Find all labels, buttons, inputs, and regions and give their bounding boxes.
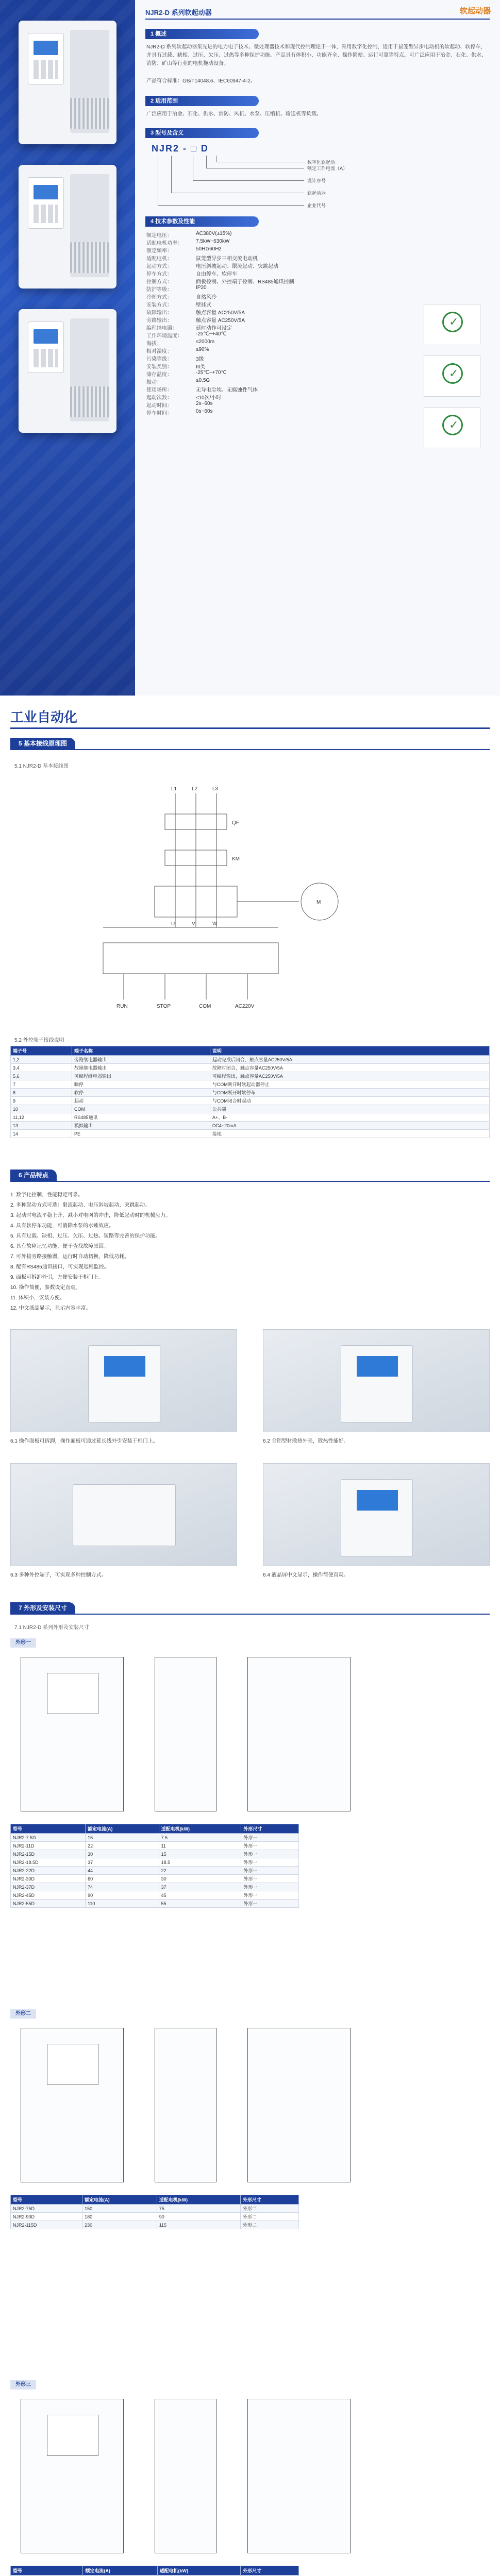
spec-key: 防护等级： xyxy=(146,287,172,293)
table-row xyxy=(11,1834,299,1842)
features-list xyxy=(10,1190,490,1314)
table-cell: 5,6 xyxy=(11,1072,72,1080)
table-cell: 11 xyxy=(159,1842,241,1850)
dims-table xyxy=(10,2195,299,2229)
feature-item: 3. 起动时电流平稳上升，减小对电网的冲击，降低起动时的机械应力。 xyxy=(10,1213,171,1218)
table-header: 额定电流(A) xyxy=(86,1824,159,1834)
table-cell: 110 xyxy=(86,1900,159,1908)
table-header: 型号 xyxy=(11,1824,86,1834)
wiring-label: RUN xyxy=(116,1004,128,1009)
table-cell: 外形一 xyxy=(241,1875,299,1883)
table-cell: 旁路继电器输出 xyxy=(72,1056,210,1064)
product-photo-4 xyxy=(263,1463,490,1566)
spec-value: 0s~60s xyxy=(196,409,213,414)
spec-row xyxy=(146,246,487,254)
table-cell: PE xyxy=(72,1130,210,1138)
table-row xyxy=(11,1883,299,1891)
table-row xyxy=(11,1056,490,1064)
features-heading: 6 产品特点 xyxy=(10,1170,57,1181)
dims-table xyxy=(10,1824,299,1908)
table-row xyxy=(11,1072,490,1080)
spec-key: 起动时间： xyxy=(146,403,172,409)
spec-value: 3级 xyxy=(196,357,204,362)
table-cell: 外形二 xyxy=(240,2213,298,2221)
table-header-row xyxy=(11,2195,299,2205)
table-cell: NJR2-55D xyxy=(11,1900,86,1908)
wiring-caption: 5.1 NJR2-D 基本接线图 xyxy=(14,764,69,769)
spec-value: -25℃~+40℃ xyxy=(196,331,227,337)
intro-text: NJR2-D 系列软起动器集先进的电力电子技术、微处理器技术和现代控制理论于一体，采用数字化控制，适用于鼠笼型异步电动机的软起动、软停车，并具有过载、缺相、过压、欠压、过热等多种保护功能。产品具有体积小、功能齐全、操作简便、运行可靠等特点，可广泛应用于冶金、石化、供水、消防、矿山等行业的电机拖动设备。 xyxy=(146,44,487,66)
spec-value: 自然风冷 xyxy=(196,295,216,300)
spec-row xyxy=(146,269,487,277)
spec-value: 无导电尘埃、无腐蚀性气体 xyxy=(196,387,258,393)
brand-tag: 软起动器 xyxy=(459,7,491,15)
feature-item: 9. 面板可拆卸外引，方便安装于柜门上。 xyxy=(10,1275,104,1280)
table-cell: 起动 xyxy=(72,1097,210,1105)
spec-key: 故障输出： xyxy=(146,310,172,316)
wiring-section-bar xyxy=(10,738,490,750)
feature-item: 10. 操作简便，参数设定直观。 xyxy=(10,1285,81,1291)
table-cell: 瞬停 xyxy=(72,1080,210,1089)
spec-row xyxy=(146,293,487,300)
feature-item: 1. 数字化控制，性能稳定可靠。 xyxy=(10,1192,84,1198)
table-cell: 10 xyxy=(11,1105,72,1113)
table-cell: NJR2-90D xyxy=(11,2213,82,2221)
table-cell: NJR2-7.5D xyxy=(11,1834,86,1842)
spec-key: 工作环境温度： xyxy=(146,333,182,339)
model-diagram xyxy=(146,143,487,210)
side-view-drawing xyxy=(155,1657,216,1811)
table-cell: 外形一 xyxy=(241,1900,299,1908)
spec-key: 旁路输出： xyxy=(146,318,172,324)
feature-item: 11. 体积小，安装方便。 xyxy=(10,1295,65,1301)
features-section-bar xyxy=(10,1170,490,1182)
table-cell: 外形一 xyxy=(241,1842,299,1850)
model-label: 数字化软起动 xyxy=(307,160,336,165)
spec-value: 延时动作可设定 xyxy=(196,326,232,331)
table-cell: NJR2-75D xyxy=(11,2205,82,2213)
check-seal-icon xyxy=(442,363,463,384)
table-cell: 外形二 xyxy=(240,2205,298,2213)
table-header: 型号 xyxy=(11,2195,82,2205)
table-row xyxy=(11,1097,490,1105)
table-cell: 22 xyxy=(86,1842,159,1850)
table-cell: 14 xyxy=(11,1130,72,1138)
product-image-3 xyxy=(19,309,116,433)
spec-key: 储存温度： xyxy=(146,372,172,378)
spec-value: 电压斜坡起动、限流起动、突跳起动 xyxy=(196,264,278,269)
mounting-view-drawing xyxy=(247,1657,351,1811)
intro-standard: 产品符合标准：GB/T14048.6、IEC60947-4-2。 xyxy=(146,78,256,84)
table-cell: 起动完成后闭合，触点容量AC250V/5A xyxy=(210,1056,489,1064)
table-cell: 30 xyxy=(86,1850,159,1858)
table-cell: 15 xyxy=(86,1834,159,1842)
table-cell: 90 xyxy=(157,2213,240,2221)
table-row xyxy=(11,1122,490,1130)
table-row xyxy=(11,1089,490,1097)
spec-value: 自由停车、软停车 xyxy=(196,272,237,277)
table-cell: NJR2-11D xyxy=(11,1842,86,1850)
table-cell: 外形一 xyxy=(241,1850,299,1858)
check-seal-icon xyxy=(442,415,463,435)
table-header: 外形尺寸 xyxy=(241,1824,299,1834)
spec-key: 海拔： xyxy=(146,341,162,347)
model-label: 软起动器 xyxy=(307,191,326,196)
industry-title: 工业自动化 xyxy=(10,709,78,725)
table-cell: 外形一 xyxy=(241,1891,299,1900)
table-cell: 7.5 xyxy=(159,1834,241,1842)
table-cell: 可编程输出，触点容量AC250V/5A xyxy=(210,1072,489,1080)
wiring-label: COM xyxy=(199,1004,211,1009)
table-cell: 外形一 xyxy=(241,1867,299,1875)
spec-key: 适配电机功率： xyxy=(146,241,182,246)
table-row xyxy=(11,1867,299,1875)
table-cell: A+、B- xyxy=(210,1113,489,1122)
model-label: 企业代号 xyxy=(307,203,326,208)
table-header: 外形尺寸 xyxy=(240,2195,298,2205)
spec-value: 2s~60s xyxy=(196,401,213,406)
front-view-drawing xyxy=(21,1657,124,1811)
table-header: 适配电机(kW) xyxy=(159,1824,241,1834)
table-cell: 11,12 xyxy=(11,1113,72,1122)
table-header: 型号 xyxy=(11,2566,83,2575)
wiring-heading: 5 基本接线原理图 xyxy=(10,738,75,749)
hero-content xyxy=(135,0,500,696)
table-cell: 115 xyxy=(157,2221,240,2229)
table-cell: 18.5 xyxy=(159,1858,241,1867)
certification-badge xyxy=(424,407,480,448)
table-row xyxy=(11,1130,490,1138)
table-cell: 75 xyxy=(157,2205,240,2213)
wiring-label: M xyxy=(316,900,321,905)
dim-title: 外形二 xyxy=(10,2009,36,2019)
series-title: NJR2-D 系列软起动器 xyxy=(145,9,212,16)
spec-key: 污染等级： xyxy=(146,357,172,362)
wiring-label: U xyxy=(171,921,175,927)
spec-key: 编程继电器： xyxy=(146,326,177,331)
table-cell: 外形一 xyxy=(241,1834,299,1842)
spec-key: 相对湿度： xyxy=(146,349,172,354)
terminal-caption: 5.2 外控端子接线说明 xyxy=(14,1038,64,1043)
table-cell: 180 xyxy=(82,2213,157,2221)
spec-key: 振动： xyxy=(146,380,162,385)
table-row xyxy=(11,1850,299,1858)
table-row xyxy=(11,1113,490,1122)
spec-row xyxy=(146,277,487,285)
side-view-drawing xyxy=(155,2399,216,2553)
product-photo-2 xyxy=(263,1329,490,1432)
table-cell: 74 xyxy=(86,1883,159,1891)
wiring-label: AC220V xyxy=(235,1004,255,1009)
table-cell: 外形一 xyxy=(241,1883,299,1891)
certification-badge xyxy=(424,304,480,345)
feature-item: 6. 具有故障记忆功能，便于查找故障原因。 xyxy=(10,1244,109,1249)
hero-visual xyxy=(0,0,135,696)
table-cell: 8 xyxy=(11,1089,72,1097)
terminal-table xyxy=(10,1046,490,1138)
usage-heading: 2 适用范围 xyxy=(145,96,259,106)
table-cell: NJR2-45D xyxy=(11,1891,86,1900)
table-cell: 3,4 xyxy=(11,1064,72,1072)
model-label: 设计序号 xyxy=(307,178,326,183)
table-cell: NJR2-18.5D xyxy=(11,1858,86,1867)
mounting-view-drawing xyxy=(247,2399,351,2553)
product-image-2 xyxy=(19,165,116,289)
dims-heading: 7 外形及安装尺寸 xyxy=(10,1602,75,1614)
dim-title: 外形一 xyxy=(10,1638,36,1648)
feature-item: 4. 具有软停车功能，可消除水泵的水锤效应。 xyxy=(10,1223,114,1229)
certification-badge xyxy=(424,355,480,397)
wiring-label: L3 xyxy=(212,786,219,792)
spec-value: 壁挂式 xyxy=(196,302,211,308)
spec-key: 安装方式： xyxy=(146,302,172,308)
table-header: 说明 xyxy=(210,1046,489,1056)
spec-row xyxy=(146,254,487,262)
table-cell: 37 xyxy=(159,1883,241,1891)
table-header: 适配电机(kW) xyxy=(157,2195,240,2205)
product-photo-3 xyxy=(10,1463,237,1566)
table-cell: 44 xyxy=(86,1867,159,1875)
table-cell: COM xyxy=(72,1105,210,1113)
table-row xyxy=(11,1875,299,1883)
table-header: 外形尺寸 xyxy=(241,2566,299,2575)
hero-section xyxy=(0,0,500,696)
spec-value: 50Hz/60Hz xyxy=(196,246,222,252)
table-cell: NJR2-15D xyxy=(11,1850,86,1858)
table-row xyxy=(11,1891,299,1900)
intro-heading: 1 概述 xyxy=(145,29,259,39)
table-row xyxy=(11,1080,490,1089)
table-cell: 故障时闭合，触点容量AC250V/5A xyxy=(210,1064,489,1072)
dims-caption: 7.1 NJR2-D 系列外形及安装尺寸 xyxy=(14,1625,90,1631)
table-cell: NJR2-30D xyxy=(11,1875,86,1883)
front-view-drawing xyxy=(21,2399,124,2553)
model-heading: 3 型号及含义 xyxy=(145,128,259,138)
specs-heading: 4 技术参数及性能 xyxy=(145,216,259,227)
check-seal-icon xyxy=(442,312,463,332)
table-cell: 230 xyxy=(82,2221,157,2229)
wiring-label: L2 xyxy=(192,786,198,792)
feature-item: 8. 配有RS485通讯接口，可实现远程监控。 xyxy=(10,1264,109,1270)
table-cell: 30 xyxy=(159,1875,241,1883)
spec-key: 使用场所： xyxy=(146,387,172,393)
wiring-diagram xyxy=(10,773,490,1030)
table-header-row xyxy=(11,1824,299,1834)
wiring-label: L1 xyxy=(171,786,177,792)
table-row xyxy=(11,2221,299,2229)
spec-row xyxy=(146,231,487,239)
table-header: 额定电流(A) xyxy=(82,2195,157,2205)
spec-row xyxy=(146,347,487,354)
table-cell: 90 xyxy=(86,1891,159,1900)
photo-caption: 6.2 全铝型材散热外壳，散热性能好。 xyxy=(263,1438,349,1444)
table-cell: 与COM闭合时起动 xyxy=(210,1097,489,1105)
table-cell: 22 xyxy=(159,1867,241,1875)
model-label: 额定工作电流（A） xyxy=(307,166,348,171)
table-header: 适配电机(kW) xyxy=(157,2566,241,2575)
table-cell: 模拟输出 xyxy=(72,1122,210,1130)
table-cell: NJR2-37D xyxy=(11,1883,86,1891)
wiring-label: V xyxy=(192,921,195,927)
table-row xyxy=(11,1105,490,1113)
table-cell: 60 xyxy=(86,1875,159,1883)
table-cell: 7 xyxy=(11,1080,72,1089)
spec-value: ≤10次/小时 xyxy=(196,395,222,401)
table-cell: 与COM断开时软停车 xyxy=(210,1089,489,1097)
spec-key: 额定频率： xyxy=(146,248,172,254)
usage-text: 广泛应用于冶金、石化、供水、消防、风机、水泵、压缩机、输送机等负载。 xyxy=(146,111,322,117)
product-photo-1 xyxy=(10,1329,237,1432)
table-cell: 接地 xyxy=(210,1130,489,1138)
table-header: 端子号 xyxy=(11,1046,72,1056)
spec-value: 触点容量 AC250V/5A xyxy=(196,318,245,324)
wiring-svg xyxy=(10,773,490,1030)
mounting-view-drawing xyxy=(247,2028,351,2182)
feature-item: 2. 多种起动方式可选：限流起动、电压斜坡起动、突跳起动。 xyxy=(10,1202,151,1208)
spec-value: ≤0.5G xyxy=(196,378,210,383)
wiring-label: QF xyxy=(232,820,239,826)
dim-title: 外形三 xyxy=(10,2380,36,2389)
spec-key: 起动方式： xyxy=(146,264,172,269)
model-code: NJR2 - □ D xyxy=(152,143,209,154)
table-cell: 55 xyxy=(159,1900,241,1908)
spec-value: 鼠笼型异步三相交流电动机 xyxy=(196,256,258,262)
side-view-drawing xyxy=(155,2028,216,2182)
table-header: 端子名称 xyxy=(72,1046,210,1056)
wiring-label: W xyxy=(212,921,218,927)
dims-table xyxy=(10,2566,299,2576)
product-image-1 xyxy=(19,21,116,144)
table-cell: 软停 xyxy=(72,1089,210,1097)
spec-value: 面板控制、外控端子控制、RS485通讯控制 xyxy=(196,279,294,285)
table-header: 额定电流(A) xyxy=(83,2566,157,2575)
table-cell: NJR2-22D xyxy=(11,1867,86,1875)
spec-value: ≤2000m xyxy=(196,339,215,345)
spec-key: 控制方式： xyxy=(146,279,172,285)
table-cell: NJR2-115D xyxy=(11,2221,82,2229)
dims-section-bar xyxy=(10,1602,490,1615)
photo-caption: 6.4 液晶屏中文显示，操作简便直观。 xyxy=(263,1572,349,1578)
table-row xyxy=(11,1900,299,1908)
table-row xyxy=(11,2213,299,2221)
spec-key: 起动次数： xyxy=(146,395,172,401)
table-cell: 公共端 xyxy=(210,1105,489,1113)
table-cell: 可编程继电器输出 xyxy=(72,1072,210,1080)
feature-item: 5. 具有过载、缺相、过压、欠压、过热、短路等完善的保护功能。 xyxy=(10,1233,161,1239)
table-cell: 故障继电器输出 xyxy=(72,1064,210,1072)
table-row xyxy=(11,1858,299,1867)
table-cell: 外形二 xyxy=(240,2221,298,2229)
feature-item: 12. 中文液晶显示，显示内容丰富。 xyxy=(10,1306,91,1311)
front-view-drawing xyxy=(21,2028,124,2182)
photo-caption: 6.3 多种外控端子，可实现多种控制方式。 xyxy=(10,1572,107,1578)
table-cell: 45 xyxy=(159,1891,241,1900)
spec-key: 冷却方式： xyxy=(146,295,172,300)
spec-value: IP20 xyxy=(196,285,207,291)
table-cell: 150 xyxy=(82,2205,157,2213)
table-cell: 与COM断开时软起动器停止 xyxy=(210,1080,489,1089)
spec-row xyxy=(146,239,487,246)
spec-value: III类 xyxy=(196,364,206,370)
spec-value: 7.5kW~630kW xyxy=(196,239,230,244)
table-cell: 9 xyxy=(11,1097,72,1105)
table-cell: 15 xyxy=(159,1850,241,1858)
table-cell: RS485通讯 xyxy=(72,1113,210,1122)
spec-key: 安装类别： xyxy=(146,364,172,370)
table-cell: DC4~20mA xyxy=(210,1122,489,1130)
photo-caption: 6.1 操作面板可拆卸，操作面板可通过延长线外引安装于柜门上。 xyxy=(10,1438,158,1444)
table-row xyxy=(11,1842,299,1850)
spec-row xyxy=(146,262,487,269)
table-header-row xyxy=(11,2566,299,2575)
table-cell: 外形一 xyxy=(241,1858,299,1867)
spec-key: 额定电压： xyxy=(146,233,172,239)
table-header-row xyxy=(11,1046,490,1056)
spec-value: -25℃~+70℃ xyxy=(196,370,227,376)
spec-key: 停车方式： xyxy=(146,272,172,277)
spec-key: 停车时间： xyxy=(146,411,172,416)
table-row xyxy=(11,2205,299,2213)
table-cell: 37 xyxy=(86,1858,159,1867)
spec-row xyxy=(146,285,487,293)
spec-key: 适配电机： xyxy=(146,256,172,262)
spec-value: ≤90% xyxy=(196,347,209,352)
table-row xyxy=(11,1064,490,1072)
feature-item: 7. 可外接旁路接触器，运行时自动切换，降低功耗。 xyxy=(10,1254,130,1260)
wiring-label: STOP xyxy=(157,1004,171,1009)
table-cell: 13 xyxy=(11,1122,72,1130)
spec-value: AC380V(±15%) xyxy=(196,231,232,236)
wiring-label: KM xyxy=(232,856,240,862)
table-cell: 1,2 xyxy=(11,1056,72,1064)
spec-value: 触点容量 AC250V/5A xyxy=(196,310,245,316)
